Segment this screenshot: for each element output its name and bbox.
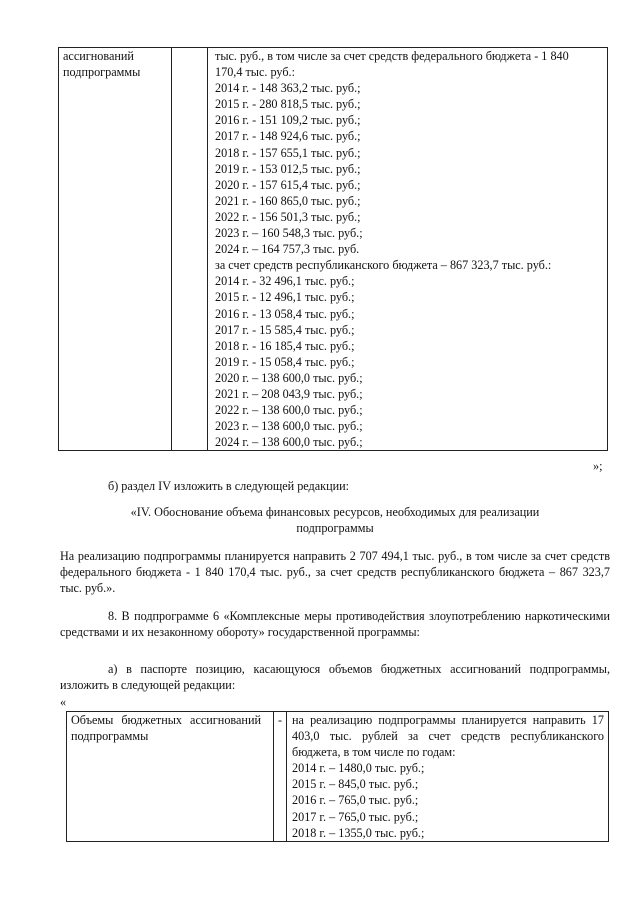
funding-table [58, 47, 608, 451]
federal-year-line: 2024 г. – 164 757,3 тыс. руб. [215, 242, 360, 257]
table-cell-dash: - [274, 712, 287, 842]
table-cell-label [67, 712, 274, 842]
federal-year-line: 2020 г. - 157 615,4 тыс. руб.; [215, 177, 361, 192]
closing-quote: »; [593, 459, 603, 473]
table-cell-values [208, 48, 608, 451]
heading-line: подпрограммы [296, 521, 374, 535]
federal-year-line: 2023 г. – 160 548,3 тыс. руб.; [215, 226, 363, 241]
regional-heading: за счет средств республиканского бюджета – 867 323,7 тыс. руб.: [215, 258, 552, 273]
regional-year-line: 2023 г. – 138 600,0 тыс. руб.; [215, 419, 363, 434]
label-line: подпрограммы [63, 65, 141, 80]
label-text: Объемы бюджетных ассигнований подпрограммы [71, 713, 261, 744]
regional-year-line: 2016 г. - 13 058,4 тыс. руб.; [215, 306, 355, 321]
regional-year-line: 2018 г. - 16 185,4 тыс. руб.; [215, 338, 355, 353]
item-8-paragraph: 8. В подпрограмме 6 «Комплексные меры противодействия злоупотреблению наркотическими средствами и их незаконному обороту» государственной программы: [60, 609, 610, 639]
regional-year-line: 2015 г. - 12 496,1 тыс. руб.; [215, 290, 355, 305]
regional-year-line: 2024 г. – 138 600,0 тыс. руб.; [215, 435, 363, 450]
federal-year-line: 2016 г. - 151 109,2 тыс. руб.; [215, 113, 361, 128]
regional-year-line: 2021 г. – 208 043,9 тыс. руб.; [215, 386, 363, 401]
year-line: 2017 г. – 765,0 тыс. руб.; [292, 809, 419, 824]
table-cell-label [59, 48, 172, 451]
federal-year-line: 2015 г. - 280 818,5 тыс. руб.; [215, 97, 361, 112]
intro-line: 170,4 тыс. руб.: [215, 65, 295, 80]
heading-line: «IV. Обоснование объема финансовых ресурсов, необходимых для реализации [130, 505, 540, 519]
paragraph-b: б) раздел IV изложить в следующей редакции: [108, 479, 350, 493]
table-cell-empty [172, 48, 208, 451]
table-cell-values [287, 712, 609, 842]
year-line: 2016 г. – 765,0 тыс. руб.; [292, 793, 419, 808]
item-a-paragraph: а) в паспорте позицию, касающуюся объемов бюджетных ассигнований подпрограммы, изложить в следующей редакции: [60, 662, 610, 692]
passport-table [66, 711, 609, 842]
opening-quote: « [60, 695, 67, 709]
year-line: 2015 г. – 845,0 тыс. руб.; [292, 777, 419, 792]
federal-year-line: 2018 г. - 157 655,1 тыс. руб.; [215, 145, 361, 160]
section-heading [60, 504, 610, 536]
federal-year-line: 2017 г. - 148 924,6 тыс. руб.; [215, 129, 361, 144]
intro-text: на реализацию подпрограммы планируется направить 17 403,0 тыс. рублей за счет средств республиканского бюджета, в том числе по годам: [292, 713, 604, 760]
federal-year-line: 2022 г. - 156 501,3 тыс. руб.; [215, 209, 361, 224]
year-line: 2018 г. – 1355,0 тыс. руб.; [292, 825, 425, 840]
federal-year-line: 2019 г. - 153 012,5 тыс. руб.; [215, 161, 361, 176]
regional-year-line: 2014 г. - 32 496,1 тыс. руб.; [215, 274, 355, 289]
regional-year-line: 2017 г. - 15 585,4 тыс. руб.; [215, 322, 355, 337]
label-line: ассигнований [63, 49, 134, 63]
regional-year-line: 2020 г. – 138 600,0 тыс. руб.; [215, 370, 363, 385]
funding-paragraph: На реализацию подпрограммы планируется направить 2 707 494,1 тыс. руб., в том числе за счет средств федерального бюджета - 1 840 170,4 тыс. руб., за счет средств республиканского бюджета – 867 323,7 тыс. руб.». [60, 549, 610, 595]
federal-year-line: 2014 г. - 148 363,2 тыс. руб.; [215, 81, 361, 96]
year-line: 2014 г. – 1480,0 тыс. руб.; [292, 761, 425, 776]
intro-line: тыс. руб., в том числе за счет средств федерального бюджета - 1 840 [215, 49, 569, 63]
regional-year-line: 2022 г. – 138 600,0 тыс. руб.; [215, 403, 363, 418]
regional-year-line: 2019 г. - 15 058,4 тыс. руб.; [215, 354, 355, 369]
federal-year-line: 2021 г. - 160 865,0 тыс. руб.; [215, 193, 361, 208]
